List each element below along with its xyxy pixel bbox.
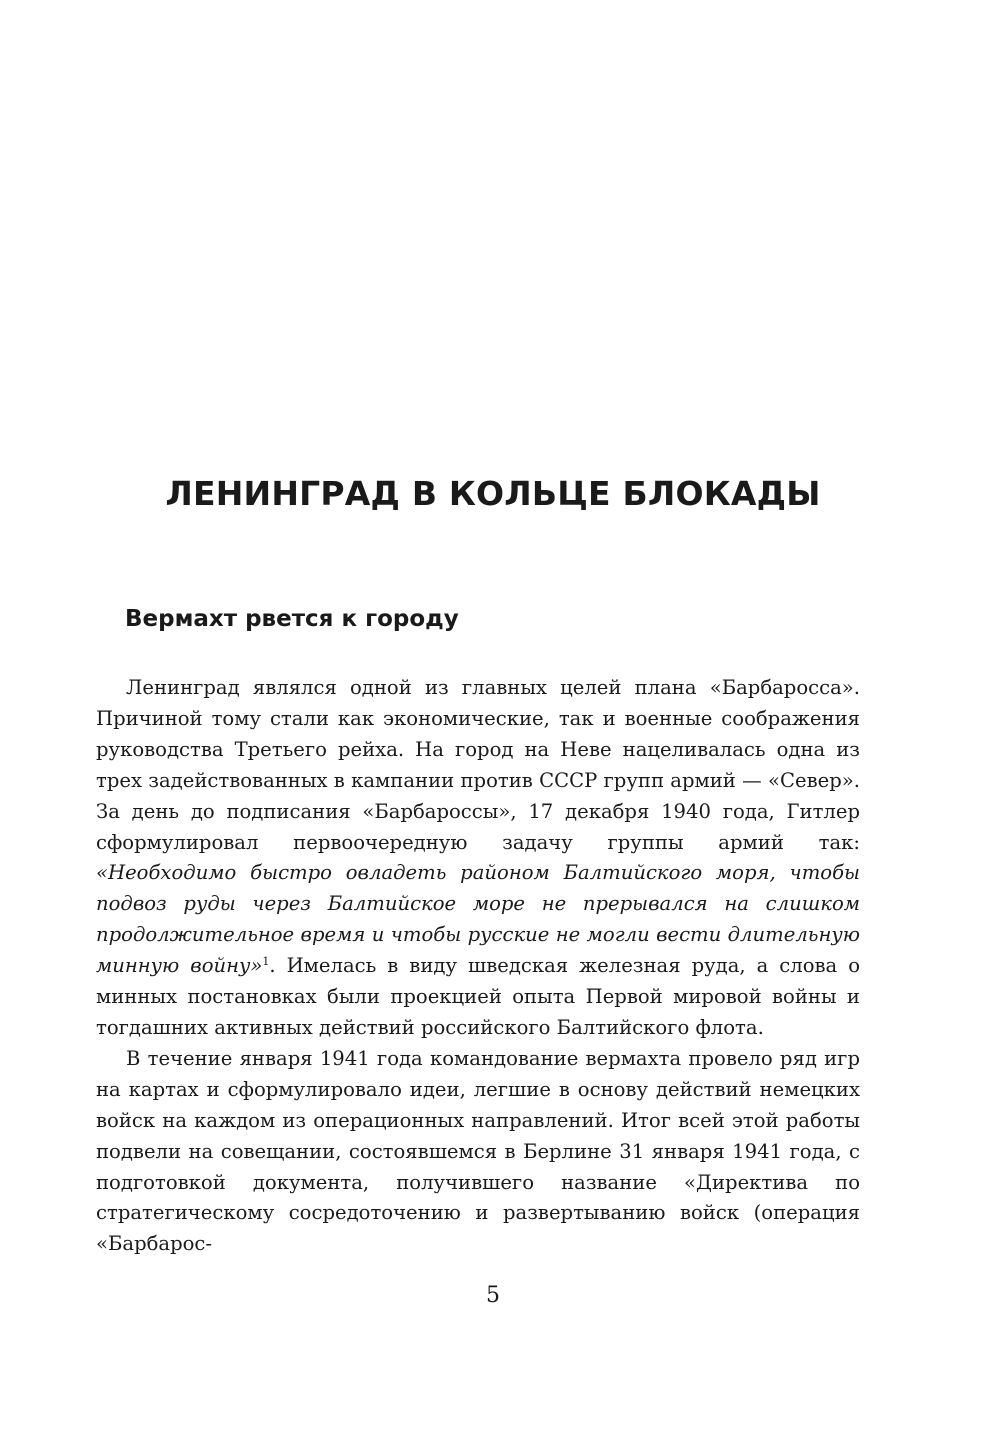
hitler-quote: «Необходимо быстро овладеть районом Балтийского моря, чтобы подвоз руды через Балтийское море не прерывался на слишком продолжительное время и чтобы русские не могли вести длительную минную войну»: [96, 861, 860, 978]
paragraph: [96, 673, 860, 1044]
footnote-reference: 1: [262, 955, 270, 969]
section-heading: Вермахт рвется к городу: [125, 606, 459, 632]
paragraph-text: . Имелась в виду шведская железная руда, а слова о минных постановках были проекцией опыта Первой мировой войны и тогдашних активных действий российского Балтийского флота.: [96, 954, 861, 1039]
paragraph-text: Ленинград являлся одной из главных целей плана «Барбаросса». Причиной тому стали как экономические, так и военные соображения руководства Третьего рейха. На город на Неве нацеливалась одна из трех задействованных в кампании против СССР групп армий — «Север». За день до подписания «Барбароссы», 17 декабря 1940 года, Гитлер сформулировал первоочередную задачу группы армий так:: [96, 676, 860, 854]
chapter-title: ЛЕНИНГРАД В КОЛЬЦЕ БЛОКАДЫ: [165, 474, 821, 513]
body-text: [96, 673, 860, 1260]
page-number: 5: [486, 1283, 500, 1308]
paragraph: В течение января 1941 года командование вермахта провело ряд игр на картах и сформулировало идеи, легшие в основу действий немецких войск на каждом из операционных направлений. Итог всей этой работы подвели на совещании, состоявшемся в Берлине 31 января 1941 года, с подготовкой документа, получившего название «Директива по стратегическому сосредоточению и развертыванию войск (операция «Барбарос-: [96, 1046, 860, 1256]
